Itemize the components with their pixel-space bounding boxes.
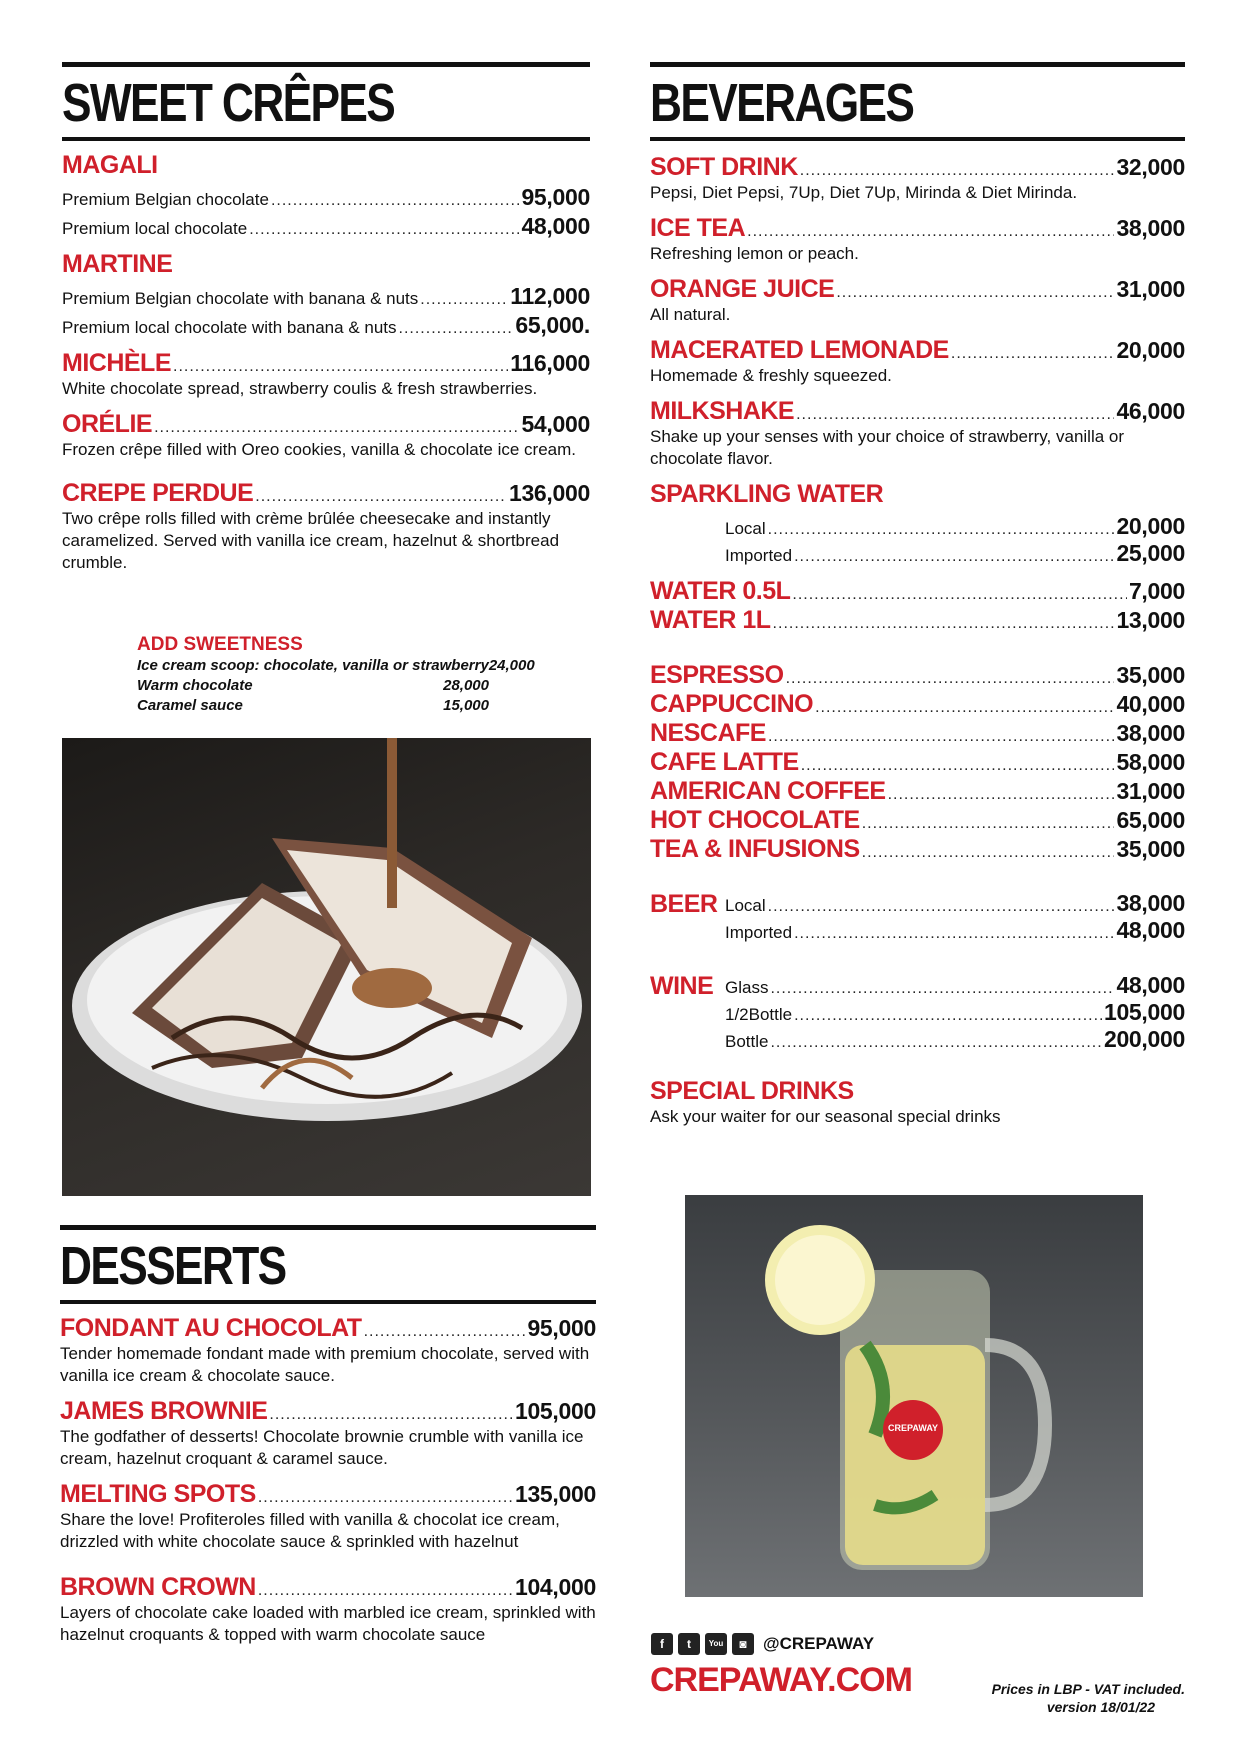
leader-dots [836, 284, 1114, 302]
menu-item-espresso [650, 661, 1185, 690]
item-name: MILKSHAKE [650, 397, 795, 425]
option-label: Premium local chocolate [62, 219, 248, 238]
option-label: Imported [725, 546, 793, 565]
item-description: Two crêpe rolls filled with crème brûlée cheesecake and instantly caramelized. Served with vanilla ice cream, hazelnut & shortbread crumble. [62, 509, 560, 572]
leader-dots [258, 1582, 513, 1600]
addon-row [137, 656, 557, 676]
item-name: CAFE LATTE [650, 748, 799, 776]
leader-dots [888, 786, 1115, 804]
water-list [650, 577, 1185, 635]
item-price: 54,000 [521, 411, 590, 437]
item-price: 13,000 [1116, 607, 1185, 633]
menu-item-water-05 [650, 577, 1185, 606]
menu-item-sparkling-water [650, 480, 1185, 567]
item-name: ORÉLIE [62, 410, 153, 438]
item-price: 31,000 [1116, 276, 1185, 302]
crepe-illustration [62, 738, 591, 1196]
add-sweetness-title: ADD SWEETNESS [137, 634, 303, 655]
item-name: MELTING SPOTS [60, 1480, 256, 1508]
leader-dots [786, 670, 1115, 688]
item-header [650, 397, 1185, 426]
item-name: WATER 1L [650, 606, 771, 634]
option-label: Local [725, 896, 766, 915]
item-option [650, 972, 1185, 999]
item-option [650, 513, 1185, 540]
item-price: 136,000 [508, 480, 590, 506]
item-name: AMERICAN COFFEE [650, 777, 886, 805]
item-price: 32,000 [1116, 154, 1185, 180]
item-option [650, 890, 1185, 917]
addon-label: Caramel sauce [137, 697, 243, 714]
item-header [60, 1314, 596, 1343]
item-description: Shake up your senses with your choice of strawberry, vanilla or chocolate flavor. [650, 427, 1125, 468]
option-price: 38,000 [1116, 890, 1185, 916]
vat-note: Prices in LBP - VAT included. [991, 1681, 1185, 1697]
item-name: HOT CHOCOLATE [650, 806, 860, 834]
item-price: 38,000 [1116, 215, 1185, 241]
twitter-icon[interactable]: t [678, 1633, 700, 1655]
item-description: All natural. [650, 305, 731, 324]
item-name: CAPPUCCINO [650, 690, 814, 718]
leader-dots [770, 1034, 1101, 1052]
menu-item-american-coffee [650, 777, 1185, 806]
menu-item-melting-spots [60, 1480, 596, 1553]
section-rule [650, 62, 1185, 67]
item-description: Tender homemade fondant made with premium chocolate, served with vanilla ice cream & chocolate sauce. [60, 1344, 590, 1385]
menu-item-ice-tea [650, 214, 1185, 265]
leader-dots [951, 345, 1115, 363]
addon-price: 24,000 [488, 657, 535, 674]
leader-dots [792, 586, 1127, 604]
item-price: 20,000 [1116, 337, 1185, 363]
item-description: Layers of chocolate cake loaded with marbled ice cream, sprinkled with hazelnut croquants & topped with warm chocolate sauce [60, 1603, 596, 1644]
item-price: 135,000 [514, 1481, 596, 1507]
leader-dots [364, 1323, 526, 1341]
menu-item-crepe-perdue [62, 479, 590, 574]
leader-dots [796, 406, 1114, 424]
item-name: SPECIAL DRINKS [650, 1077, 854, 1105]
menu-item-cappuccino [650, 690, 1185, 719]
version-note: version 18/01/22 [1046, 1699, 1155, 1715]
item-name: CREPE PERDUE [62, 479, 254, 507]
leader-dots [770, 980, 1114, 998]
section-title: DESSERTS [60, 1236, 286, 1296]
leader-dots [862, 815, 1115, 833]
item-description: Pepsi, Diet Pepsi, 7Up, Diet 7Up, Mirinda & Diet Mirinda. [650, 183, 1078, 202]
jar-logo-text: CREPAWAY [887, 1423, 938, 1433]
option-label: Premium local chocolate with banana & nuts [62, 318, 397, 337]
leader-dots [420, 291, 508, 309]
leader-dots [747, 223, 1114, 241]
menu-item-water-1 [650, 606, 1185, 635]
item-description: Frozen crêpe filled with Oreo cookies, vanilla & chocolate ice cream. [62, 440, 577, 459]
menu-item-tea-infusions [650, 835, 1185, 864]
menu-item-milkshake [650, 397, 1185, 470]
item-header [60, 1573, 596, 1602]
youtube-icon[interactable]: You [705, 1633, 727, 1655]
item-name: MACERATED LEMONADE [650, 336, 949, 364]
item-price: 104,000 [514, 1574, 596, 1600]
item-name: TEA & INFUSIONS [650, 835, 860, 863]
item-description: Ask your waiter for our seasonal special drinks [650, 1107, 1001, 1126]
menu-item-james-brownie [60, 1397, 596, 1470]
menu-item-michele [62, 349, 590, 400]
item-header [650, 275, 1185, 304]
item-name: JAMES BROWNIE [60, 1397, 268, 1425]
item-price: 65,000 [1116, 807, 1185, 833]
leader-dots [249, 221, 519, 239]
option-label: 1/2Bottle [725, 1005, 793, 1024]
item-description: The godfather of desserts! Chocolate brownie crumble with vanilla ice cream, hazelnut croquant & caramel sauce. [60, 1427, 584, 1468]
menu-item-orange-juice [650, 275, 1185, 326]
addon-price: 28,000 [443, 677, 489, 694]
item-header [650, 214, 1185, 243]
sweet-crepes-section [62, 62, 590, 584]
option-price: 95,000 [521, 184, 590, 210]
leader-dots [154, 419, 519, 437]
addon-row [137, 676, 557, 696]
item-header [60, 1480, 596, 1509]
option-price: 48,000 [521, 213, 590, 239]
item-name: ESPRESSO [650, 661, 784, 689]
option-price: 48,000 [1116, 917, 1185, 943]
item-header [650, 153, 1185, 182]
leader-dots [862, 844, 1115, 862]
section-rule [60, 1300, 596, 1304]
leader-dots [794, 925, 1114, 943]
item-description: Refreshing lemon or peach. [650, 244, 859, 263]
item-option [62, 283, 590, 310]
item-name: ORANGE JUICE [650, 275, 835, 303]
option-label: Premium Belgian chocolate [62, 190, 269, 209]
section-title: BEVERAGES [650, 73, 914, 133]
item-header [62, 410, 590, 439]
menu-item-special-drinks [650, 1077, 1185, 1128]
option-price: 112,000 [510, 283, 590, 309]
addon-label: Ice cream scoop: chocolate, vanilla or strawberry [137, 657, 489, 674]
leader-dots [768, 898, 1115, 916]
instagram-icon[interactable]: ◙ [732, 1633, 754, 1655]
leader-dots [173, 358, 508, 376]
option-label: Imported [725, 923, 793, 942]
crepe-photo [62, 738, 591, 1196]
item-name: BROWN CROWN [60, 1573, 256, 1601]
option-price: 20,000 [1116, 513, 1185, 539]
menu-item-hot-chocolate [650, 806, 1185, 835]
addon-price: 15,000 [443, 697, 489, 714]
item-price: 46,000 [1116, 398, 1185, 424]
item-price: 116,000 [510, 350, 590, 376]
section-rule [62, 62, 590, 67]
section-rule [60, 1225, 596, 1230]
item-price: 35,000 [1116, 836, 1185, 862]
item-name: MAGALI [62, 151, 158, 179]
facebook-icon[interactable]: f [651, 1633, 673, 1655]
item-option [650, 1026, 1185, 1053]
item-name: NESCAFE [650, 719, 766, 747]
option-price: 105,000 [1103, 999, 1185, 1025]
option-price: 25,000 [1116, 540, 1185, 566]
beverages-section [650, 62, 1185, 1138]
item-header [60, 1397, 596, 1426]
item-description: White chocolate spread, strawberry coulis & fresh strawberries. [62, 379, 538, 398]
menu-item-cafe-latte [650, 748, 1185, 777]
item-option [62, 312, 590, 339]
item-option [650, 540, 1185, 567]
leader-dots [815, 699, 1114, 717]
item-name: FONDANT AU CHOCOLAT [60, 1314, 362, 1342]
item-name: MARTINE [62, 250, 173, 278]
option-price: 200,000 [1103, 1026, 1185, 1052]
section-rule [62, 137, 590, 141]
menu-item-fondant [60, 1314, 596, 1387]
lemonade-photo [685, 1195, 1143, 1597]
leader-dots [269, 1406, 513, 1424]
item-name: BEER [650, 890, 718, 918]
option-label: Premium Belgian chocolate with banana & nuts [62, 289, 419, 308]
item-price: 7,000 [1128, 578, 1185, 604]
option-price: 48,000 [1116, 972, 1185, 998]
menu-item-lemonade [650, 336, 1185, 387]
addon-row [137, 696, 557, 716]
item-name: SPARKLING WATER [650, 480, 884, 508]
menu-item-brown-crown [60, 1573, 596, 1646]
item-price: 58,000 [1116, 749, 1185, 775]
menu-item-soft-drink [650, 153, 1185, 204]
item-name: WATER 0.5L [650, 577, 791, 605]
leader-dots [258, 1489, 513, 1507]
item-name: MICHÈLE [62, 349, 171, 377]
item-header [62, 479, 590, 508]
hot-drinks-list [650, 661, 1185, 864]
item-price: 35,000 [1116, 662, 1185, 688]
desserts-section [60, 1225, 596, 1656]
option-label: Glass [725, 978, 769, 997]
menu-item-magali [62, 151, 590, 240]
section-title: SWEET CRÊPES [62, 73, 395, 133]
leader-dots [255, 488, 507, 506]
social-row [651, 1633, 874, 1655]
leader-dots [768, 521, 1115, 539]
item-option [62, 184, 590, 211]
leader-dots [399, 320, 514, 338]
leader-dots [800, 162, 1115, 180]
item-option [62, 213, 590, 240]
item-description: Homemade & freshly squeezed. [650, 366, 892, 385]
website-link[interactable]: CREPAWAY.COM [650, 1661, 912, 1699]
option-price: 65,000. [515, 312, 590, 338]
leader-dots [271, 192, 519, 210]
item-price: 38,000 [1116, 720, 1185, 746]
item-header [62, 349, 590, 378]
addon-label: Warm chocolate [137, 677, 253, 694]
item-header [650, 336, 1185, 365]
item-price: 95,000 [527, 1315, 596, 1341]
item-price: 105,000 [514, 1398, 596, 1424]
item-name: WINE [650, 972, 714, 1000]
menu-item-beer [650, 890, 1185, 944]
item-name: ICE TEA [650, 214, 746, 242]
item-option [650, 917, 1185, 944]
add-sweetness-box [137, 634, 557, 716]
section-rule [650, 137, 1185, 141]
item-price: 31,000 [1116, 778, 1185, 804]
option-label: Bottle [725, 1032, 769, 1051]
menu-item-orelie [62, 410, 590, 461]
leader-dots [794, 1007, 1102, 1025]
item-option [650, 999, 1185, 1026]
item-name: SOFT DRINK [650, 153, 798, 181]
menu-item-martine [62, 250, 590, 339]
lemonade-jar-illustration [685, 1195, 1143, 1597]
leader-dots [768, 728, 1114, 746]
menu-item-nescafe [650, 719, 1185, 748]
price-note [940, 1680, 1185, 1716]
menu-item-wine [650, 972, 1185, 1053]
social-handle[interactable]: @CREPAWAY [763, 1634, 875, 1653]
item-description: Share the love! Profiteroles filled with vanilla & chocolat ice cream, drizzled with white chocolate sauce & sprinkled with hazelnut [60, 1510, 560, 1551]
leader-dots [801, 757, 1115, 775]
option-label: Local [725, 519, 766, 538]
leader-dots [794, 548, 1114, 566]
leader-dots [773, 615, 1115, 633]
item-price: 40,000 [1116, 691, 1185, 717]
